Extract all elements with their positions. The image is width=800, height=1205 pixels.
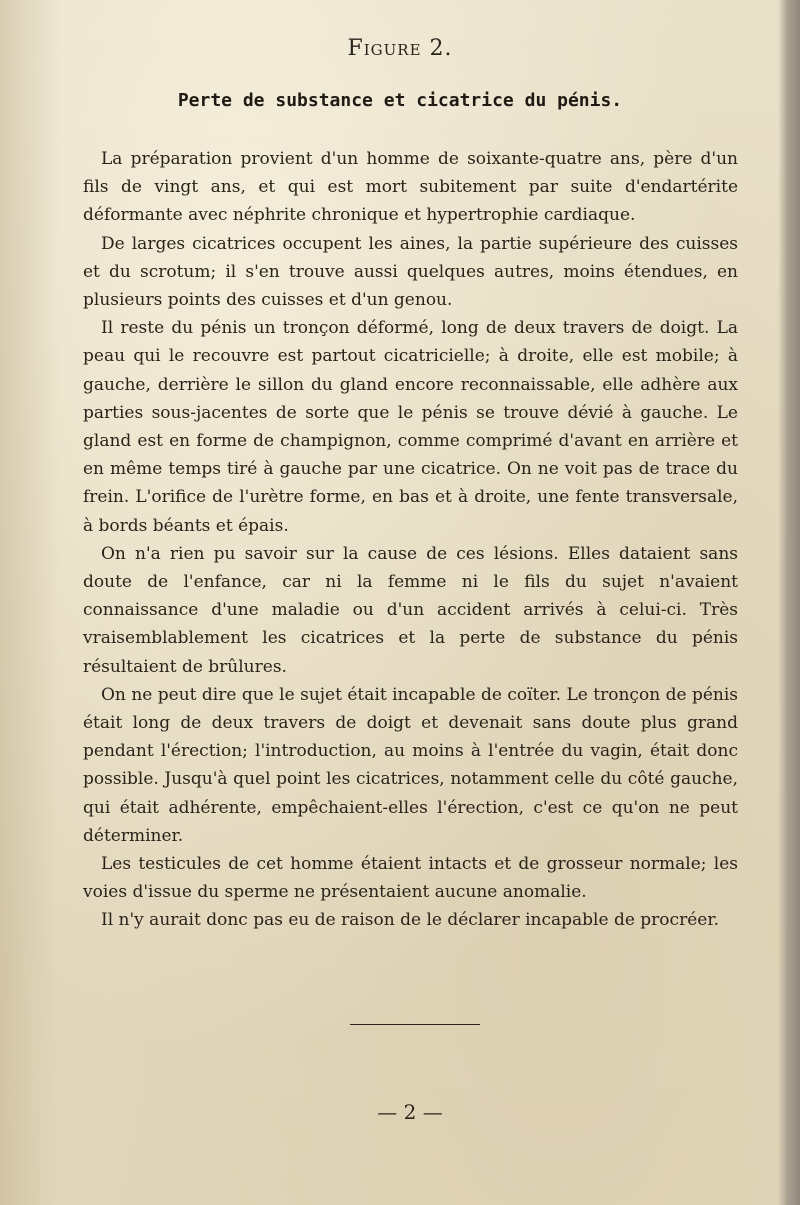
figure-label: Figure 2. (347, 36, 453, 61)
paragraph: Il n'y aurait donc pas eu de raison de le déclarer incapable de procréer. (101, 910, 719, 931)
paragraph: On n'a rien pu savoir sur la cause de ces lésions. Elles dataient sans doute de l'enfance, car ni la femme ni le fils du sujet n'avaient connaissance d'une maladie ou d'un accident arrivés à celui-ci. Très vraisemblablement les cicatrices et la perte de substance du pénis résultaient de brûlures. (83, 543, 738, 677)
paragraph: Il reste du pénis un tronçon déformé, long de deux travers de doigt. La peau qui le recouvre est partout cicatricielle; à droite, elle est mobile; à gauche, derrière le sillon du gland encore reconnaissable, elle adhère aux parties sous-jacentes de sorte que le pénis se trouve dévié à gauche. Le gland est en forme de champignon, comme comprimé d'avant en arrière et en même temps tiré à gauche par une cicatrice. On ne voit pas de trace du frein. L'orifice de l'urètre forme, en bas et à droite, une fente transversale, à bords béants et épais. (83, 318, 738, 536)
page-number: — 2 — (377, 1100, 443, 1124)
paragraph: La préparation provient d'un homme de soixante-quatre ans, père d'un fils de vingt ans, et qui est mort subitement par suite d'endartérite déformante avec néphrite chronique et hypertrophie cardiaque. (83, 149, 738, 226)
body-text (83, 145, 738, 935)
page-title: Perte de substance et cicatrice du pénis. (177, 90, 623, 111)
paragraph: De larges cicatrices occupent les aines, la partie supérieure des cuisses et du scrotum; il s'en trouve aussi quelques autres, moins étendues, en plusieurs points des cuisses et d'un genou. (83, 233, 738, 311)
paragraph: On ne peut dire que le sujet était incapable de coïter. Le tronçon de pénis était long de deux travers de doigt et devenait sans doute plus grand pendant l'érection; l'introduction, au moins à l'entrée du vagin, était donc possible. Jusqu'à quel point les cicatrices, notamment celle du côté gauche, qui était adhérente, empêchaient-elles l'érection, c'est ce qu'on ne peut déterminer. (83, 684, 738, 846)
page-edge-shadow (778, 0, 800, 1205)
section-divider (350, 1024, 480, 1025)
paper-stain (0, 0, 60, 1205)
paragraph: Les testicules de cet homme étaient intacts et de grosseur normale; les voies d'issue du sperme ne présentaient aucune anomalie. (83, 854, 738, 903)
